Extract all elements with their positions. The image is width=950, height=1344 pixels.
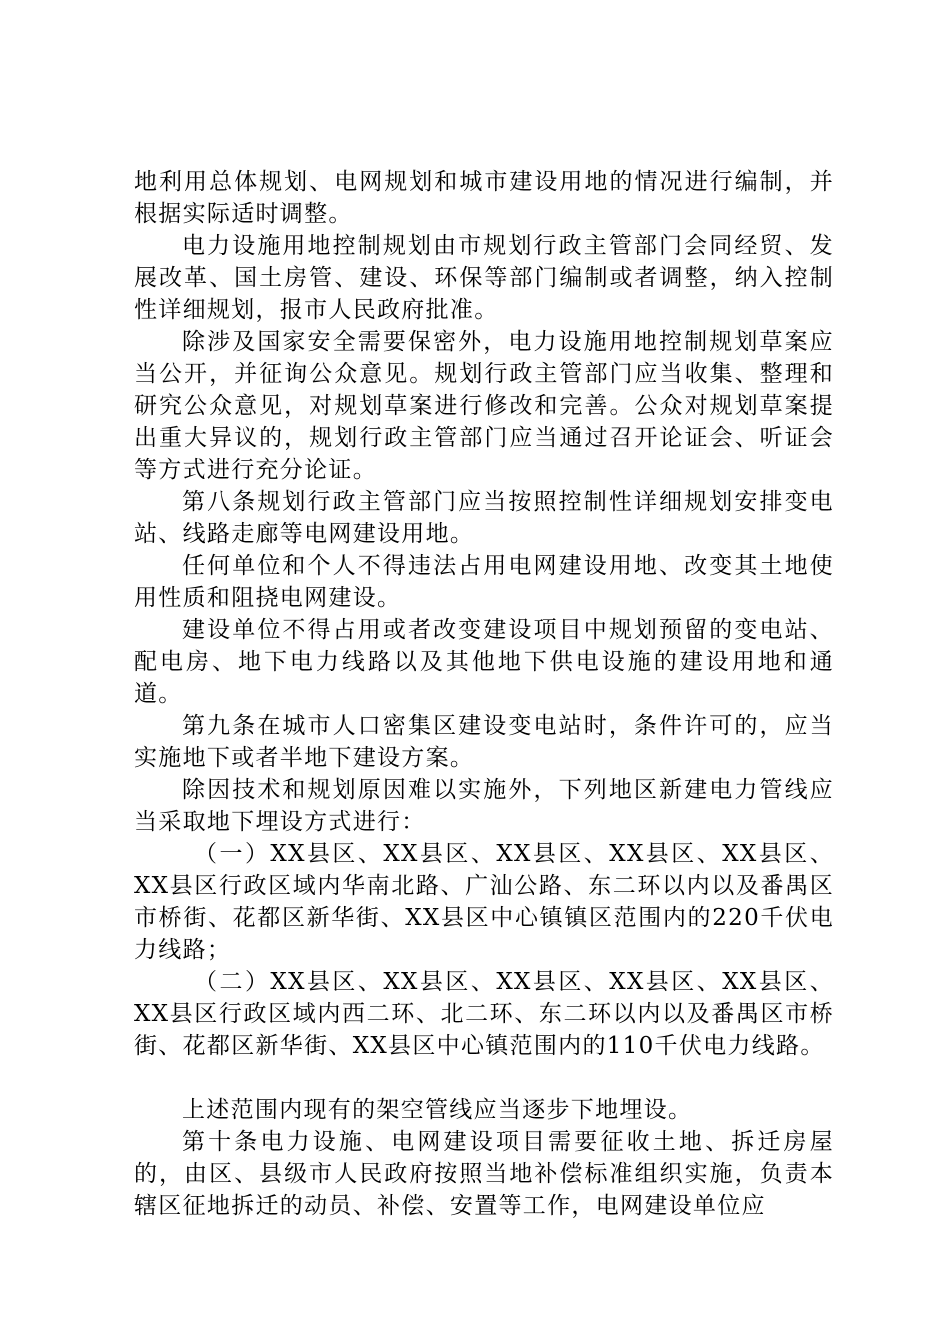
paragraph-11: 上述范围内现有的架空管线应当逐步下地埋设。 [182, 1097, 693, 1123]
paragraph-3: 除涉及国家安全需要保密外，电力设施用地控制规划草案应当公开，并征询公众意见。规划行政主管部门应当收集、整理和研究公众意见，对规划草案进行修改和完善。公众对规划草案提出重大异议的，规划行政主管部门应当通过召开论证会、听证会等方式进行充分论证。 [134, 329, 834, 483]
paragraph-6: 建设单位不得占用或者改变建设项目中规划预留的变电站、配电房、地下电力线路以及其他地下供电设施的建设用地和通道。 [134, 617, 834, 707]
paragraph-8: 除因技术和规划原因难以实施外，下列地区新建电力管线应当采取地下埋设方式进行： [134, 777, 834, 835]
article-10-paragraph: 第十条电力设施、电网建设项目需要征收土地、拆迁房屋的，由区、县级市人民政府按照当地补偿标准组织实施，负责本辖区征地拆迁的动员、补偿、安置等工作，电网建设单位应 [134, 1129, 834, 1219]
article-8-paragraph: 第八条规划行政主管部门应当按照控制性详细规划安排变电站、线路走廊等电网建设用地。 [134, 489, 834, 547]
list-item-1: （一）XX县区、XX县区、XX县区、XX县区、XX县区、XX县区行政区域内华南北路、广汕公路、东二环以内以及番禺区市桥街、花都区新华街、XX县区中心镇镇区范围内的220千伏电力线路； [134, 841, 834, 963]
document-body [134, 166, 834, 1222]
paragraph-1: 地利用总体规划、电网规划和城市建设用地的情况进行编制，并根据实际适时调整。 [134, 169, 834, 227]
list-item-2: （二）XX县区、XX县区、XX县区、XX县区、XX县区、XX县区行政区域内西二环、北二环、东二环以内以及番禺区市桥街、花都区新华街、XX县区中心镇范围内的110千伏电力线路。 [134, 969, 834, 1059]
paragraph-5: 任何单位和个人不得违法占用电网建设用地、改变其土地使用性质和阻挠电网建设。 [134, 553, 834, 611]
paragraph-2: 电力设施用地控制规划由市规划行政主管部门会同经贸、发展改革、国土房管、建设、环保等部门编制或者调整，纳入控制性详细规划，报市人民政府批准。 [134, 233, 834, 323]
article-9-paragraph: 第九条在城市人口密集区建设变电站时，条件许可的，应当实施地下或者半地下建设方案。 [134, 713, 834, 771]
